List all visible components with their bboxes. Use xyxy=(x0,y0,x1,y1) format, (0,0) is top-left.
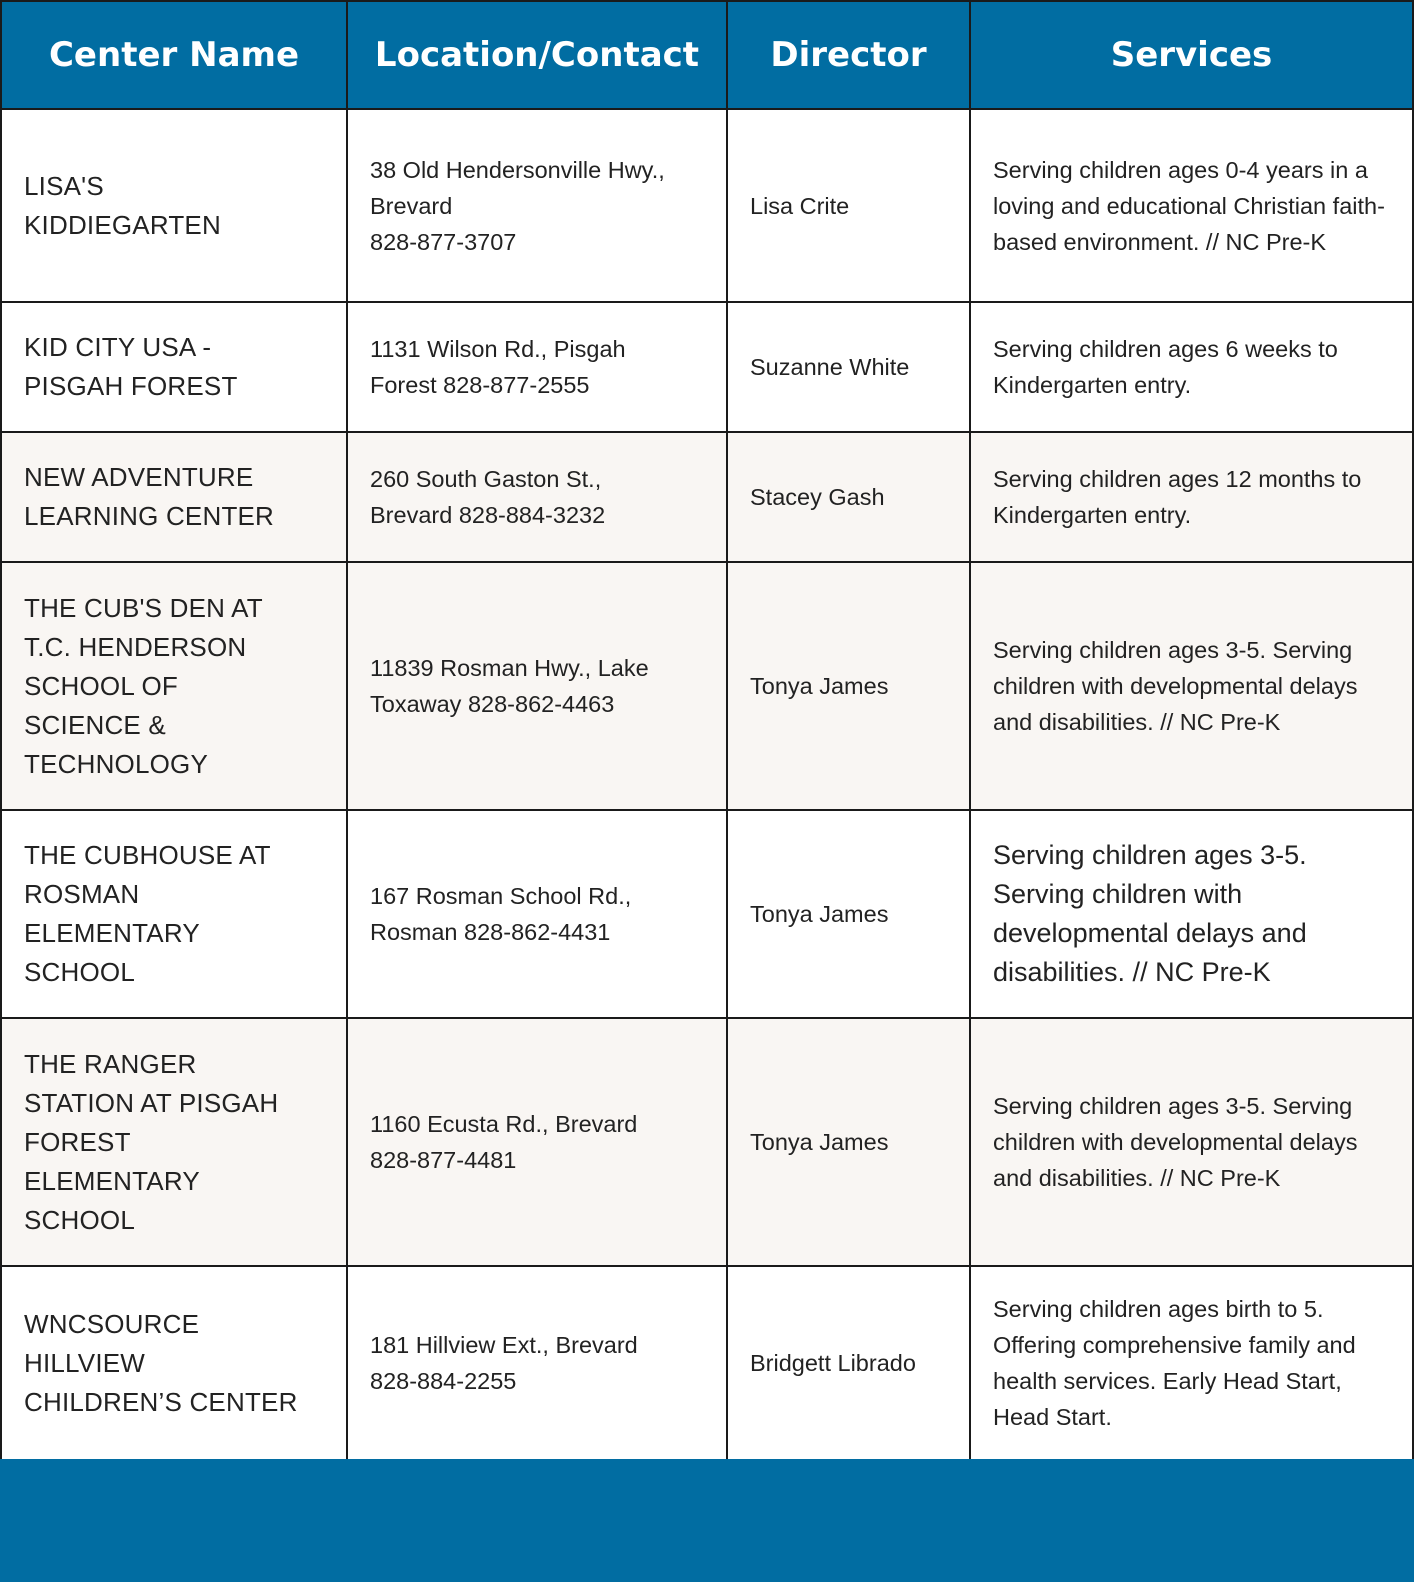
services-cell: Serving children ages 6 weeks to Kindergarten entry. xyxy=(970,302,1413,432)
center-name-cell: THE CUBHOUSE AT ROSMAN ELEMENTARY SCHOOL xyxy=(1,810,347,1018)
table-row xyxy=(1,1018,1413,1266)
director-cell: Suzanne White xyxy=(727,302,970,432)
table-header-row xyxy=(1,1,1413,109)
center-name-cell: THE CUB'S DEN AT T.C. HENDERSON SCHOOL OF SCIENCE & TECHNOLOGY xyxy=(1,562,347,810)
center-name-cell: LISA'S KIDDIEGARTEN xyxy=(1,109,347,302)
table-row xyxy=(1,432,1413,562)
center-name-cell: WNCSOURCE HILLVIEW CHILDREN’S CENTER xyxy=(1,1266,347,1460)
services-cell: Serving children ages 3-5. Serving children with developmental delays and disabilities. // NC Pre-K xyxy=(970,1018,1413,1266)
services-cell: Serving children ages birth to 5. Offering comprehensive family and health services. Early Head Start, Head Start. xyxy=(970,1266,1413,1460)
table-row xyxy=(1,810,1413,1018)
footer-band xyxy=(0,1459,1414,1582)
director-cell: Tonya James xyxy=(727,1018,970,1266)
location-contact-cell: 181 Hillview Ext., Brevard 828-884-2255 xyxy=(347,1266,727,1460)
location-contact-cell: 38 Old Hendersonville Hwy., Brevard 828-877-3707 xyxy=(347,109,727,302)
director-cell: Tonya James xyxy=(727,810,970,1018)
table-row xyxy=(1,1266,1413,1460)
location-contact-cell: 11839 Rosman Hwy., Lake Toxaway 828-862-4463 xyxy=(347,562,727,810)
director-cell: Stacey Gash xyxy=(727,432,970,562)
services-cell: Serving children ages 12 months to Kindergarten entry. xyxy=(970,432,1413,562)
column-header-location-contact: Location/Contact xyxy=(347,1,727,109)
director-cell: Bridgett Librado xyxy=(727,1266,970,1460)
location-contact-cell: 1160 Ecusta Rd., Brevard 828-877-4481 xyxy=(347,1018,727,1266)
location-contact-cell: 167 Rosman School Rd., Rosman 828-862-4431 xyxy=(347,810,727,1018)
column-header-center-name: Center Name xyxy=(1,1,347,109)
table-row xyxy=(1,562,1413,810)
table-row xyxy=(1,302,1413,432)
table-row xyxy=(1,109,1413,302)
services-cell: Serving children ages 0-4 years in a loving and educational Christian faith- based environment. // NC Pre-K xyxy=(970,109,1413,302)
services-cell: Serving children ages 3-5. Serving children with developmental delays and disabilities. // NC Pre-K xyxy=(970,810,1413,1018)
center-name-cell: NEW ADVENTURE LEARNING CENTER xyxy=(1,432,347,562)
director-cell: Lisa Crite xyxy=(727,109,970,302)
column-header-director: Director xyxy=(727,1,970,109)
center-name-cell: KID CITY USA - PISGAH FOREST xyxy=(1,302,347,432)
column-header-services: Services xyxy=(970,1,1413,109)
services-cell: Serving children ages 3-5. Serving children with developmental delays and disabilities. // NC Pre-K xyxy=(970,562,1413,810)
location-contact-cell: 260 South Gaston St., Brevard 828-884-3232 xyxy=(347,432,727,562)
center-name-cell: THE RANGER STATION AT PISGAH FOREST ELEMENTARY SCHOOL xyxy=(1,1018,347,1266)
location-contact-cell: 1131 Wilson Rd., Pisgah Forest 828-877-2555 xyxy=(347,302,727,432)
director-cell: Tonya James xyxy=(727,562,970,810)
